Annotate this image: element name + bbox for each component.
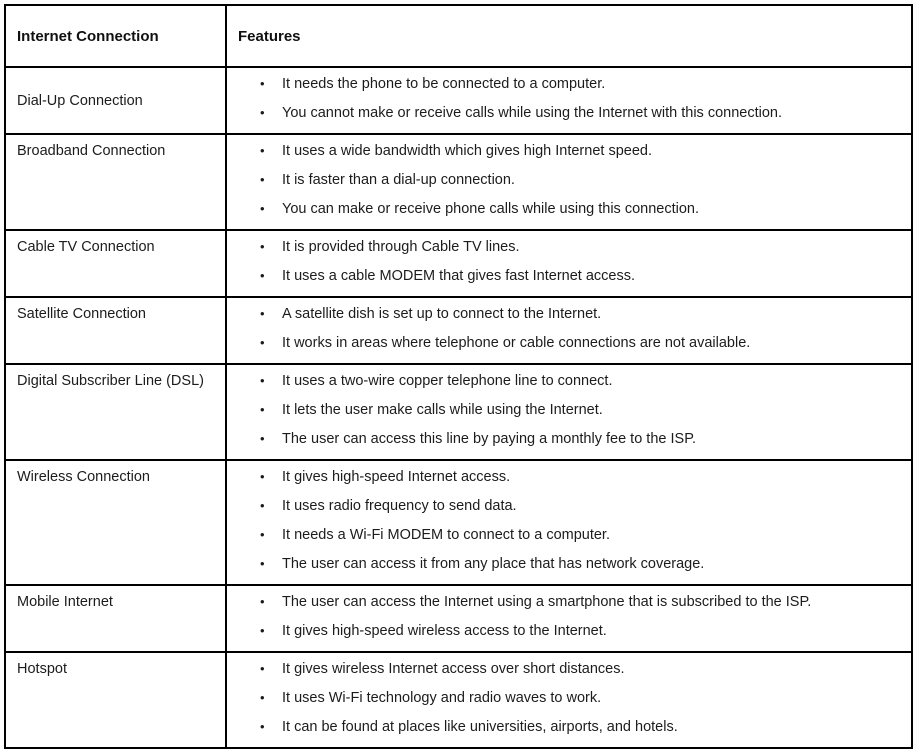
- feature-text: It uses Wi-Fi technology and radio waves to work.: [282, 690, 602, 706]
- connection-type-label: Wireless Connection: [5, 460, 226, 585]
- bullet-icon: •: [260, 335, 265, 350]
- features-cell: [226, 585, 912, 652]
- column-header-internet-connection: Internet Connection: [5, 5, 226, 67]
- feature-text: It needs a Wi-Fi MODEM to connect to a computer.: [282, 527, 610, 543]
- feature-item: [227, 526, 905, 545]
- connection-type-label: Cable TV Connection: [5, 230, 226, 297]
- bullet-icon: •: [260, 431, 265, 446]
- feature-item: [227, 622, 905, 641]
- table-row-wireless: [5, 460, 912, 585]
- bullet-icon: •: [260, 373, 265, 388]
- connection-type-label: Hotspot: [5, 652, 226, 748]
- table-row-satellite: [5, 297, 912, 364]
- connection-type-label: Satellite Connection: [5, 297, 226, 364]
- feature-text: A satellite dish is set up to connect to the Internet.: [282, 306, 602, 322]
- feature-text: The user can access this line by paying a monthly fee to the ISP.: [282, 431, 697, 447]
- bullet-icon: •: [260, 172, 265, 187]
- feature-item: [227, 372, 905, 391]
- feature-item: [227, 468, 905, 487]
- feature-item: [227, 75, 905, 94]
- bullet-icon: •: [260, 402, 265, 417]
- feature-text: It needs the phone to be connected to a computer.: [282, 76, 606, 92]
- feature-text: It can be found at places like universities, airports, and hotels.: [282, 719, 678, 735]
- feature-text: It uses a wide bandwidth which gives high Internet speed.: [282, 143, 652, 159]
- feature-text: It gives high-speed Internet access.: [282, 469, 511, 485]
- feature-text: It gives high-speed wireless access to the Internet.: [282, 623, 607, 639]
- bullet-icon: •: [260, 105, 265, 120]
- feature-item: [227, 430, 905, 449]
- feature-item: [227, 555, 905, 574]
- feature-item: [227, 497, 905, 516]
- connection-type-label: Digital Subscriber Line (DSL): [5, 364, 226, 460]
- feature-item: [227, 171, 905, 190]
- feature-item: [227, 267, 905, 286]
- column-header-features: Features: [226, 5, 912, 67]
- bullet-icon: •: [260, 201, 265, 216]
- feature-text: The user can access the Internet using a smartphone that is subscribed to the ISP.: [282, 594, 812, 610]
- features-cell: [226, 364, 912, 460]
- connection-type-label: Mobile Internet: [5, 585, 226, 652]
- feature-text: The user can access it from any place that has network coverage.: [282, 556, 705, 572]
- table-row-hotspot: [5, 652, 912, 748]
- table-row-broadband: [5, 134, 912, 230]
- header-row: [5, 5, 912, 67]
- features-cell: [226, 297, 912, 364]
- feature-text: It works in areas where telephone or cable connections are not available.: [282, 335, 751, 351]
- feature-text: It uses radio frequency to send data.: [282, 498, 517, 514]
- bullet-icon: •: [260, 527, 265, 542]
- connection-type-label: Dial-Up Connection: [5, 67, 226, 134]
- feature-text: It is provided through Cable TV lines.: [282, 239, 520, 255]
- bullet-icon: •: [260, 268, 265, 283]
- feature-text: It lets the user make calls while using the Internet.: [282, 402, 603, 418]
- feature-text: You cannot make or receive calls while using the Internet with this connection.: [282, 105, 782, 121]
- bullet-icon: •: [260, 690, 265, 705]
- bullet-icon: •: [260, 239, 265, 254]
- bullet-icon: •: [260, 719, 265, 734]
- feature-text: It gives wireless Internet access over short distances.: [282, 661, 625, 677]
- internet-connections-table: [4, 4, 913, 749]
- table-row-dial-up: [5, 67, 912, 134]
- feature-item: [227, 334, 905, 353]
- features-cell: [226, 67, 912, 134]
- feature-item: [227, 660, 905, 679]
- table-row-mobile-internet: [5, 585, 912, 652]
- feature-text: It uses a two-wire copper telephone line to connect.: [282, 373, 613, 389]
- bullet-icon: •: [260, 556, 265, 571]
- bullet-icon: •: [260, 661, 265, 676]
- table-row-dsl: [5, 364, 912, 460]
- bullet-icon: •: [260, 143, 265, 158]
- feature-item: [227, 142, 905, 161]
- feature-item: [227, 305, 905, 324]
- feature-item: [227, 200, 905, 219]
- feature-item: [227, 238, 905, 257]
- feature-item: [227, 718, 905, 737]
- features-cell: [226, 134, 912, 230]
- feature-item: [227, 689, 905, 708]
- feature-item: [227, 401, 905, 420]
- feature-item: [227, 593, 905, 612]
- bullet-icon: •: [260, 76, 265, 91]
- bullet-icon: •: [260, 594, 265, 609]
- connection-type-label: Broadband Connection: [5, 134, 226, 230]
- feature-text: It is faster than a dial-up connection.: [282, 172, 515, 188]
- features-cell: [226, 460, 912, 585]
- features-cell: [226, 230, 912, 297]
- feature-text: You can make or receive phone calls while using this connection.: [282, 201, 699, 217]
- feature-item: [227, 104, 905, 123]
- table-row-cable-tv: [5, 230, 912, 297]
- bullet-icon: •: [260, 469, 265, 484]
- bullet-icon: •: [260, 306, 265, 321]
- features-cell: [226, 652, 912, 748]
- feature-text: It uses a cable MODEM that gives fast Internet access.: [282, 268, 635, 284]
- bullet-icon: •: [260, 623, 265, 638]
- bullet-icon: •: [260, 498, 265, 513]
